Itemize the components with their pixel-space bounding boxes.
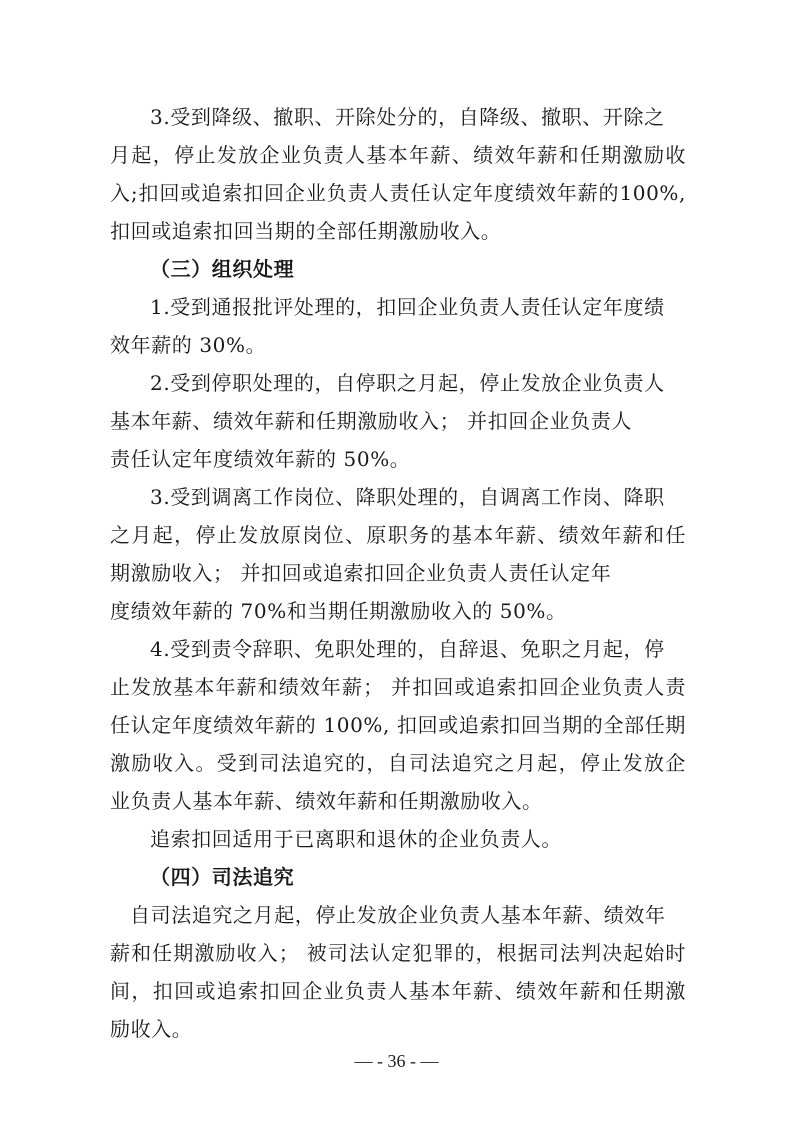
paragraph-line: 度绩效年薪的 70%和当期任期激励收入的 50%。: [110, 599, 567, 623]
paragraph-line: 任认定年度绩效年薪的 100%, 扣回或追索扣回当期的全部任期: [110, 713, 686, 737]
paragraph-line: 之月起，停止发放原岗位、原职务的基本年薪、绩效年薪和任: [110, 523, 686, 547]
paragraph-line: 期激励收入； 并扣回或追索扣回企业负责人责任认定年: [110, 561, 612, 585]
paragraph-line: 3.受到调离工作岗位、降职处理的，自调离工作岗、降职: [150, 485, 665, 509]
paragraph-line: 激励收入。受到司法追究的，自司法追究之月起，停止发放企: [110, 751, 686, 775]
paragraph-line: 责任认定年度绩效年薪的 50%。: [110, 447, 411, 471]
paragraph-line: 4.受到责令辞职、免职处理的，自辞退、免职之月起，停: [150, 637, 665, 661]
section-heading-organizational: （三）组织处理: [150, 257, 295, 281]
section-heading-judicial: （四）司法追究: [150, 865, 295, 889]
paragraph-line: 基本年薪、绩效年薪和任期激励收入； 并扣回企业负责人: [110, 409, 632, 433]
paragraph-line: 3.受到降级、撤职、开除处分的，自降级、撤职、开除之: [150, 105, 665, 129]
paragraph-line: 自司法追究之月起，停止发放企业负责人基本年薪、绩效年: [130, 903, 666, 927]
paragraph-line: 间，扣回或追索扣回企业负责人基本年薪、绩效年薪和任期激: [110, 979, 686, 1003]
paragraph-line: 扣回或追索扣回当期的全部任期激励收入。: [110, 219, 502, 243]
page-number: — - 36 - —: [354, 1051, 439, 1071]
paragraph-line: 月起，停止发放企业负责人基本年薪、绩效年薪和任期激励收: [110, 143, 686, 167]
paragraph-line: 效年薪的 30%。: [110, 333, 267, 357]
paragraph-line: 薪和任期激励收入； 被司法认定犯罪的，根据司法判决起始时: [110, 941, 686, 965]
paragraph-line: 止发放基本年薪和绩效年薪； 并扣回或追索扣回企业负责人责: [110, 675, 686, 699]
paragraph-line: 追索扣回适用于已离职和退休的企业负责人。: [150, 827, 562, 851]
paragraph-line: 1.受到通报批评处理的，扣回企业负责人责任认定年度绩: [150, 295, 665, 319]
paragraph-line: 2.受到停职处理的，自停职之月起，停止发放企业负责人: [150, 371, 665, 395]
paragraph-line: 励收入。: [110, 1017, 193, 1041]
paragraph-line: 业负责人基本年薪、绩效年薪和任期激励收入。: [110, 789, 543, 813]
paragraph-line: 入;扣回或追索扣回企业负责人责任认定年度绩效年薪的100%,: [110, 181, 686, 205]
